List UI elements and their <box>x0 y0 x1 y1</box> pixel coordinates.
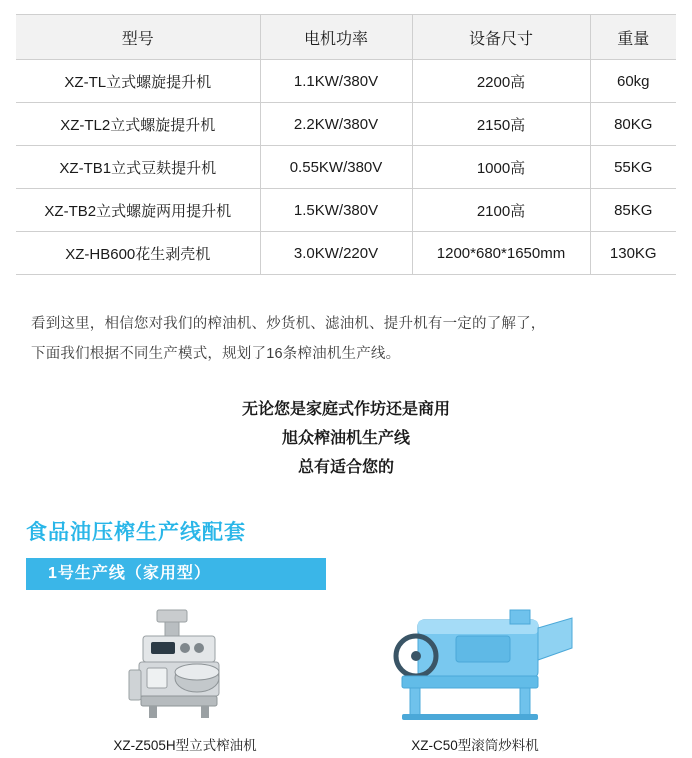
cell-power: 3.0KW/220V <box>260 232 412 275</box>
cell-power: 1.5KW/380V <box>260 189 412 232</box>
table-row <box>16 189 676 232</box>
cell-size: 1200*680*1650mm <box>412 232 590 275</box>
drum-roaster-machine-icon <box>360 604 590 726</box>
intro-line-2: 下面我们根据不同生产模式，规划了16条榨油机生产线。 <box>31 346 401 362</box>
cell-model: XZ-TL立式螺旋提升机 <box>16 60 260 103</box>
cell-size: 2100高 <box>412 189 590 232</box>
column-header-size: 设备尺寸 <box>412 15 590 60</box>
cell-size: 2150高 <box>412 103 590 146</box>
intro-paragraph <box>31 309 661 369</box>
table-header <box>16 15 676 60</box>
table-row <box>16 60 676 103</box>
table-row <box>16 103 676 146</box>
column-header-power: 电机功率 <box>260 15 412 60</box>
cell-weight: 130KG <box>590 232 676 275</box>
cell-power: 1.1KW/380V <box>260 60 412 103</box>
slogan-line-3: 总有适合您的 <box>297 459 394 476</box>
cell-size: 2200高 <box>412 60 590 103</box>
slogan-line-1: 无论您是家庭式作坊还是商用 <box>241 401 450 418</box>
oil-press-machine-icon <box>105 604 265 726</box>
cell-model: XZ-TB2立式螺旋两用提升机 <box>16 189 260 232</box>
cell-size: 1000高 <box>412 146 590 189</box>
cell-weight: 85KG <box>590 189 676 232</box>
product-image-oil-press <box>40 604 330 726</box>
production-line-section <box>0 516 692 590</box>
section-title: 食品油压榨生产线配套 <box>26 521 246 544</box>
slogan-line-2: 旭众榨油机生产线 <box>281 430 410 447</box>
column-header-weight: 重量 <box>590 15 676 60</box>
column-header-model: 型号 <box>16 15 260 60</box>
table-row <box>16 146 676 189</box>
slogan-block <box>0 395 692 482</box>
section-subtitle-bar: 1号生产线（家用型） <box>26 558 326 590</box>
cell-power: 0.55KW/380V <box>260 146 412 189</box>
product-caption: XZ-C50型滚筒炒料机 <box>411 738 539 753</box>
product-gallery <box>0 604 692 754</box>
product-image-roaster <box>330 604 620 726</box>
table-header-row <box>16 15 676 60</box>
product-card-oil-press <box>40 604 330 754</box>
table-row <box>16 232 676 275</box>
product-card-roaster <box>330 604 620 754</box>
table-body <box>16 60 676 275</box>
intro-line-1: 看到这里，相信您对我们的榨油机、炒货机、滤油机、提升机有一定的了解了， <box>31 316 546 332</box>
cell-model: XZ-HB600花生剥壳机 <box>16 232 260 275</box>
cell-weight: 80KG <box>590 103 676 146</box>
cell-power: 2.2KW/380V <box>260 103 412 146</box>
cell-weight: 55KG <box>590 146 676 189</box>
specification-table <box>16 14 676 275</box>
cell-weight: 60kg <box>590 60 676 103</box>
cell-model: XZ-TB1立式豆麸提升机 <box>16 146 260 189</box>
product-caption: XZ-Z505H型立式榨油机 <box>113 738 257 753</box>
cell-model: XZ-TL2立式螺旋提升机 <box>16 103 260 146</box>
